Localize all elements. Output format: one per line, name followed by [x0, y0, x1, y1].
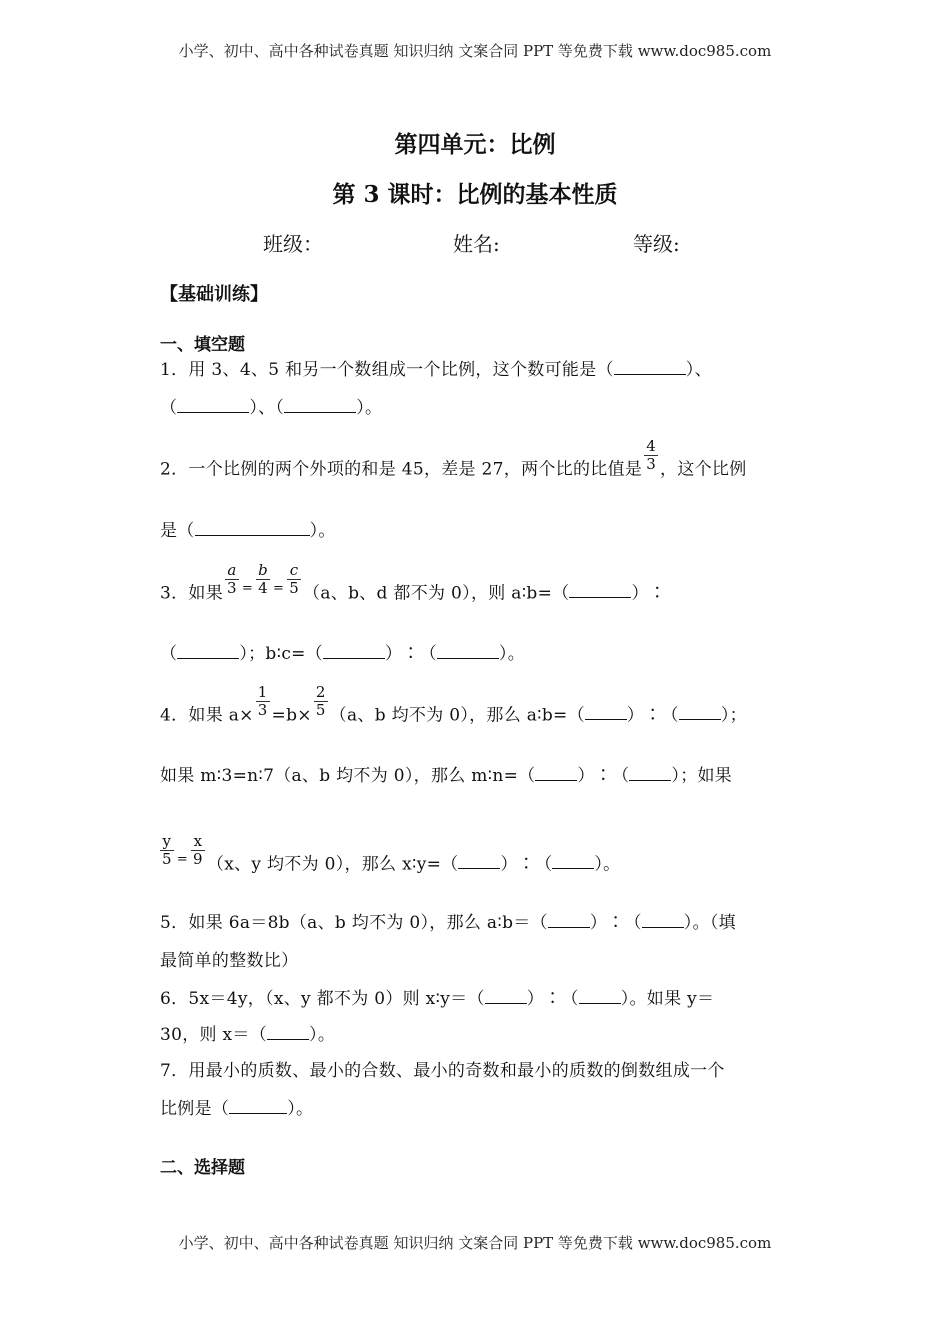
page-subtitle: 第 3 课时：比例的基本性质	[332, 181, 618, 208]
answer-blank[interactable]	[437, 641, 499, 659]
question-4-line-2: 如果 m∶3=n∶7（a、b 均不为 0），那么 m∶n=（ ）∶（ ）；如果	[160, 761, 732, 786]
answer-blank[interactable]	[267, 1022, 309, 1040]
answer-blank[interactable]	[229, 1096, 287, 1114]
question-7-line-2: 比例是（ ）。	[160, 1094, 313, 1119]
grade-label: 等级:	[633, 232, 680, 256]
question-2-line-1: 2．一个比例的两个外项的和是 45，差是 27，两个比的比值是 $\frac{4}{3}$ ，这个比例	[160, 437, 747, 480]
answer-blank[interactable]	[195, 518, 310, 536]
question-6-line-2: 30，则 x＝（ ）。	[160, 1020, 335, 1045]
question-5-line-2: 最简单的整数比）	[160, 951, 299, 971]
answer-blank[interactable]	[485, 986, 527, 1004]
answer-blank[interactable]	[548, 910, 590, 928]
fraction: $\frac{4}{3}$	[646, 437, 657, 474]
answer-blank[interactable]	[458, 851, 500, 869]
class-label: 班级：	[263, 232, 323, 256]
answer-blank[interactable]	[535, 763, 577, 781]
question-3-line-1: 3．如果 $\frac{a}{3}$ = $\frac{b}{4}$ = $\frac{c}{5}$ （a、b、d 都不为 0），则 a∶b=（ ）∶	[160, 561, 667, 604]
answer-blank[interactable]	[642, 910, 684, 928]
footer-banner: 小学、初中、高中各种试卷真题 知识归纳 文案合同 PPT 等免费下载 www.doc985.com	[178, 1234, 772, 1252]
answer-blank[interactable]	[177, 641, 239, 659]
fraction: $\frac{y}{5}$	[162, 832, 172, 869]
fraction: $\frac{x}{9}$	[193, 832, 203, 869]
fraction: $\frac{c}{5}$	[289, 561, 300, 598]
answer-blank[interactable]	[323, 641, 385, 659]
section-basic-training: 【基础训练】	[160, 284, 268, 305]
fraction: $\frac{a}{3}$	[227, 561, 237, 598]
fraction: $\frac{b}{4}$	[258, 561, 268, 598]
question-1-line-2: （ ）、（ ）。	[160, 393, 382, 418]
question-1-line-1: 1．用 3、4、5 和另一个数组成一个比例，这个数可能是（ ）、	[160, 355, 712, 380]
name-label: 姓名:	[453, 232, 500, 256]
question-5-line-1: 5．如果 6a＝8b（a、b 均不为 0），那么 a∶b＝（ ）∶（ ）。（填	[160, 908, 736, 933]
answer-blank[interactable]	[284, 395, 356, 413]
question-6-line-1: 6．5x＝4y，（x、y 都不为 0）则 x∶y＝（ ）∶（ ）。如果 y＝	[160, 984, 714, 1009]
answer-blank[interactable]	[679, 702, 721, 720]
answer-blank[interactable]	[585, 702, 627, 720]
answer-blank[interactable]	[177, 395, 249, 413]
fraction: $\frac{2}{5}$	[315, 683, 326, 720]
answer-blank[interactable]	[579, 986, 621, 1004]
fraction: $\frac{1}{3}$	[257, 683, 268, 720]
question-7-line-1: 7．用最小的质数、最小的合数、最小的奇数和最小的质数的倒数组成一个	[160, 1061, 725, 1081]
question-3-line-2: （ ）；b∶c=（ ）∶（ ）。	[160, 639, 525, 664]
answer-blank[interactable]	[614, 357, 686, 375]
section-fill-in: 一、填空题	[160, 335, 245, 355]
question-4-line-3: $\frac{y}{5}$ = $\frac{x}{9}$ （x、y 均不为 0），那么 x∶y=（ ）∶（ ）。	[162, 832, 621, 875]
header-banner: 小学、初中、高中各种试卷真题 知识归纳 文案合同 PPT 等免费下载 www.doc985.com	[178, 42, 772, 60]
question-2-line-2: 是（ ）。	[160, 516, 336, 541]
answer-blank[interactable]	[569, 580, 631, 598]
answer-blank[interactable]	[629, 763, 671, 781]
page-title: 第四单元：比例	[394, 131, 556, 158]
section-multiple-choice: 二、选择题	[160, 1158, 245, 1178]
answer-blank[interactable]	[552, 851, 594, 869]
question-4-line-1: 4．如果 a× $\frac{1}{3}$ =b× $\frac{2}{5}$ （a、b 均不为 0），那么 a∶b=（ ）∶（ ）；	[160, 683, 747, 726]
